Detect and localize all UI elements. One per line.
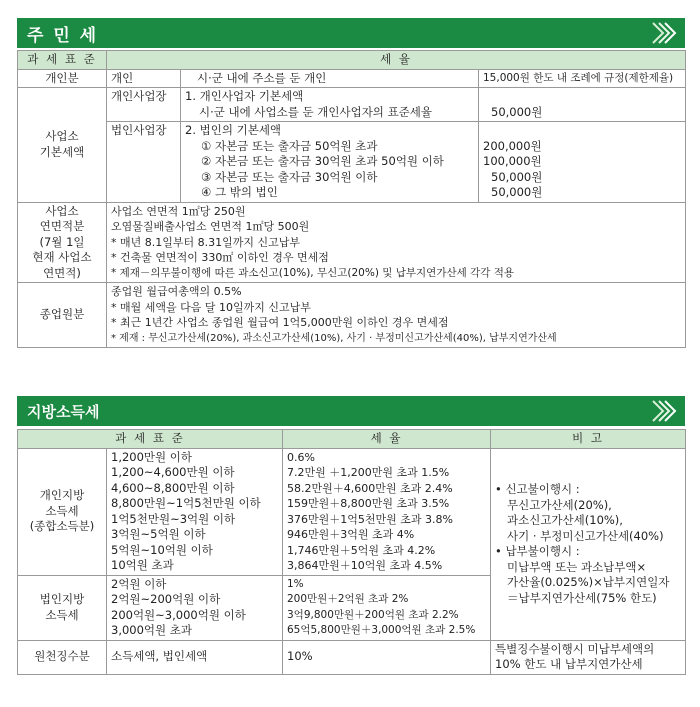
remarks-cell: • 신고불이행시 : 무신고가산세(20%), 과소신고가산세(10%), 사기 · 부정미신고가산세(40%) • 납부불이행시 : 미납부액 또는 과소납부액× 가산율(0.025%)×납부지연일자 ＝납부지연가산세(75% 한도) (491, 448, 686, 640)
desc-cell: 1. 개인사업자 기본세액 시·군 내에 사업소를 둔 개인사업자의 표준세율 (181, 88, 479, 122)
header-tax-rate: 세 율 (107, 51, 686, 70)
header-tax-rate: 세 율 (283, 430, 491, 449)
type-cell: 법인사업장 (107, 122, 181, 203)
row-label: 법인지방 소득세 (18, 575, 107, 640)
amount-cell: 200,000원 100,000원 50,000원 50,000원 (479, 122, 686, 203)
row-label: 개인분 (18, 69, 107, 88)
employee-detail: 종업원 월급여총액의 0.5% * 매월 세액을 다음 달 10일까지 신고납부 * 최근 1년간 사업소 종업원 월급여 1억5,000만원 이하인 경우 면세점 * 제재 : 무신고가산세(20%), 과소신고가산세(10%), 사기 · 부정미신고가산세(40%), 납부지연가산세 (107, 283, 686, 348)
chevron-right-icon (649, 21, 681, 45)
desc-cell: 2. 법인의 기본세액 ① 자본금 또는 출자금 50억원 초과 ② 자본금 또는 출자금 30억원 초과 50억원 이하 ③ 자본금 또는 출자금 30억원 이하 ④ 그 밖의 법인 (181, 122, 479, 203)
table-row (18, 88, 686, 122)
table-row (18, 640, 686, 674)
base-cell: 2억원 이하 2억원~200억원 이하 200억원~3,000억원 이하 3,000억원 초과 (107, 575, 283, 640)
section2-banner (17, 396, 685, 426)
table-row (18, 283, 686, 348)
base-cell: 1,200만원 이하 1,200~4,600만원 이하 4,600~8,800만원 이하 8,800만원~1억5천만원 이하 1억5천만원~3억원 이하 3억원~5억원 이하 5억원~10억원 이하 10억원 초과 (107, 448, 283, 575)
local-income-tax-table (17, 429, 686, 675)
type-cell: 개인 (107, 69, 181, 88)
header-tax-base: 과 세 표 준 (18, 430, 283, 449)
remarks-cell: 특별징수불이행시 미납부세액의 10% 한도 내 납부지연가산세 (491, 640, 686, 674)
resident-tax-table (17, 50, 686, 348)
section1-title: 주 민 세 (27, 26, 99, 46)
row-label: 개인지방 소득세 (종합소득분) (18, 448, 107, 575)
section1-banner (17, 18, 685, 48)
base-cell: 소득세액, 법인세액 (107, 640, 283, 674)
floor-area-detail: 사업소 연면적 1㎡당 250원 오염물질배출사업소 연면적 1㎡당 500원 * 매년 8.1일부터 8.31일까지 신고납부 * 건축물 연면적이 330㎡ 이하인 경우 면세점 * 제재－의무불이행에 따른 과소신고(10%), 무신고(20%) 및 납부지연가산세 각각 적용 (107, 202, 686, 283)
row-label: 원천징수분 (18, 640, 107, 674)
table-row (18, 69, 686, 88)
header-remarks: 비 고 (491, 430, 686, 449)
row-label: 종업원분 (18, 283, 107, 348)
rate-cell: 10% (283, 640, 491, 674)
table-row (18, 122, 686, 203)
amount-cell: 15,000원 한도 내 조례에 규정(제한제율) (479, 69, 686, 88)
row-label: 사업소 기본세액 (18, 88, 107, 203)
rate-cell: 0.6% 7.2만원 ＋1,200만원 초과 1.5% 58.2만원＋4,600만원 초과 2.4% 159만원＋8,800만원 초과 3.5% 376만원＋1억5천만원 초과 3.8% 946만원＋3억원 초과 4% 1,746만원＋5억원 초과 4.2% 3,864만원＋10억원 초과 4.5% (283, 448, 491, 575)
table-row (18, 202, 686, 283)
table-row (18, 448, 686, 575)
rate-cell: 1% 200만원＋2억원 초과 2% 3억9,800만원＋200억원 초과 2.2% 65억5,800만원＋3,000억원 초과 2.5% (283, 575, 491, 640)
desc-cell: 시·군 내에 주소를 둔 개인 (181, 69, 479, 88)
header-tax-base: 과 세 표 준 (18, 51, 107, 70)
type-cell: 개인사업장 (107, 88, 181, 122)
amount-cell: 50,000원 (479, 88, 686, 122)
section2-title: 지방소득세 (27, 403, 100, 421)
row-label: 사업소 연면적분 (7월 1일 현재 사업소 연면적) (18, 202, 107, 283)
chevron-right-icon (649, 399, 681, 423)
